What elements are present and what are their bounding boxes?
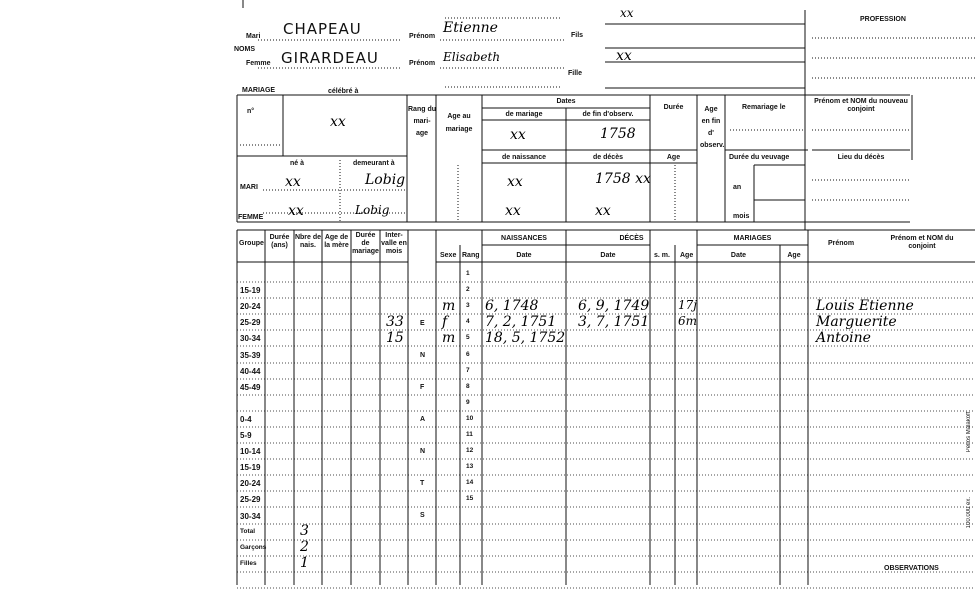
mari-birthplace: xx [285,174,301,190]
nouveau-conjoint-label: Prénom et NOM du nouveau conjoint [814,98,908,113]
child-first-name: Louis Etienne [816,298,914,314]
rank-number: 14 [466,479,474,486]
sexe-header: Sexe [440,252,457,259]
total-label: Garçons [240,544,267,551]
mariage-date-header: Date [730,252,747,259]
mari-label: Mari [246,33,261,40]
child-sex: m [442,298,456,314]
rank-number: 13 [466,463,474,470]
rank-number: 2 [466,286,470,293]
femme-deces-value: xx [595,203,611,219]
femme-row-label: FEMME [238,214,264,221]
enfants-letter: F [420,384,425,391]
fin-observation-label: de fin d'observ. [582,111,634,118]
noms-label: NOMS [234,46,255,53]
mari-deces-value: 1758 xx [595,171,651,187]
lieu-deces-label: Lieu du décès [837,154,885,161]
age-group: 15-19 [240,286,261,295]
naissance-date-header: Date [516,252,532,259]
no-label: n° [247,108,255,115]
rank-number: 1 [466,270,470,277]
age-group: 10-14 [240,447,261,456]
rank-number: 6 [466,351,470,358]
enfants-letter: A [420,416,426,423]
age-group: 15-19 [240,463,261,472]
mariage-age-header: Age [787,252,801,259]
enfants-letter: N [420,352,426,359]
rank-number: 5 [466,334,470,341]
enfants-letter: N [420,448,426,455]
mariage-title: MARIAGE [242,87,276,94]
age-mere-header: Age de la mère [324,234,349,249]
demeurant-label: demeurant à [353,160,395,167]
prenom-header: Prénom [828,240,855,247]
birth-interval: 33 [386,314,404,330]
mari-naissance-value: xx [507,174,523,190]
mari-residence: Lobig [365,172,406,188]
age-fin-label: Age en fin d' observ. [700,106,725,149]
fille-mark: xx [616,48,632,64]
fils-label: Fils [571,32,584,39]
wife-prenom-label: Prénom [409,60,436,67]
femme-residence: Lobig [355,203,390,217]
husband-prenom-label: Prénom [409,33,436,40]
naissances-header: NAISSANCES [501,235,547,242]
rank-number: 8 [466,383,470,390]
femme-label: Femme [246,60,271,67]
deces-label: de décès [593,154,623,161]
age-group: 5-9 [240,431,252,440]
intervalle-header: Inter- valle en mois [381,232,407,255]
rank-number: 9 [466,399,470,406]
total-label: Filles [240,560,257,567]
mari-row-label: MARI [240,184,258,191]
age-label: Age [666,154,681,161]
rank-number: 12 [466,447,474,454]
conjoint-header: Prénom et NOM du conjoint [890,235,954,250]
ne-a-label: né à [290,160,305,167]
child-death-age: 17j [678,298,697,312]
publisher-credit: Pellos Malakoff. [966,410,972,453]
mois-label: mois [733,213,750,220]
age-group: 20-24 [240,479,261,488]
date-mariage-label: de mariage [505,111,543,118]
birth-interval: 15 [386,330,404,346]
age-group: 25-29 [240,495,261,504]
dates-label: Dates [556,98,576,105]
age-group: 30-34 [240,512,261,521]
duree-label: Durée [663,104,684,111]
age-group: 0-4 [240,415,252,424]
celebre-value: xx [330,114,346,130]
age-group: 20-24 [240,302,261,311]
duree-ans-header: Durée (ans) [269,234,290,249]
wife-surname: GIRARDEAU [281,49,379,67]
total-label: Total [240,528,256,535]
wife-first-name: Elisabeth [443,50,501,64]
age-group: 45-49 [240,383,261,392]
age-group: 30-34 [240,334,261,343]
child-birth-date: 18, 5, 1752 [485,330,566,346]
mariages-header: MARIAGES [733,235,772,242]
nbre-naiss-header: Nbre de nais. [294,234,322,249]
rang-header: Rang [462,252,480,259]
observations-label: OBSERVATIONS [884,565,939,572]
rank-number: 15 [466,495,474,502]
husband-first-name: Etienne [443,20,498,36]
age-group: 40-44 [240,367,261,376]
rank-number: 3 [466,302,470,309]
age-mariage-label: Age au mariage [445,113,473,133]
total-value: 2 [300,539,309,555]
groupe-header: Groupe [239,240,264,247]
deces-age-header: Age [680,252,694,259]
husband-surname: CHAPEAU [283,20,362,38]
child-first-name: Antoine [816,330,871,346]
deces-header: DÉCÈS [619,235,644,242]
fille-label: Fille [568,70,583,77]
rang-mariage-label: Rang du mari-age [408,106,436,137]
child-death-age: 6m [678,314,698,328]
femme-naissance-value: xx [505,203,521,219]
age-group: 35-39 [240,351,261,360]
duree-veuvage-label: Durée du veuvage [729,154,790,161]
child-death-date: 3, 7, 1751 [578,314,650,330]
child-death-date: 6, 9, 1749 [578,298,650,314]
child-birth-date: 6, 1748 [485,298,539,314]
duree-mariage-header: Durée de mariage [352,232,379,255]
total-value: 3 [300,523,309,539]
rank-number: 4 [466,318,470,325]
naissance-label: de naissance [502,154,546,161]
fin-observation-value: 1758 [600,126,636,142]
child-birth-date: 7, 2, 1751 [485,314,557,330]
date-mariage-value: xx [510,127,526,143]
child-sex: m [442,330,456,346]
an-label: an [733,184,742,191]
top-mark: xx [620,6,634,20]
profession-label: PROFESSION [860,16,906,23]
remariage-label: Remariage le [742,104,786,111]
enfants-letter: S [420,512,425,519]
print-run: 100.000 ex. [966,497,972,529]
child-sex: f [442,314,448,330]
total-value: 1 [300,555,309,571]
enfants-letter: T [420,480,425,487]
rank-number: 7 [466,367,470,374]
celebre-label: célébré à [328,88,359,95]
age-group: 25-29 [240,318,261,327]
child-first-name: Marguerite [816,314,897,330]
rank-number: 10 [466,415,474,422]
rank-number: 11 [466,431,473,438]
enfants-letter: E [420,320,425,327]
sm-header: s. m. [654,252,670,259]
deces-date-header: Date [600,252,616,259]
femme-birthplace: xx [288,203,304,219]
